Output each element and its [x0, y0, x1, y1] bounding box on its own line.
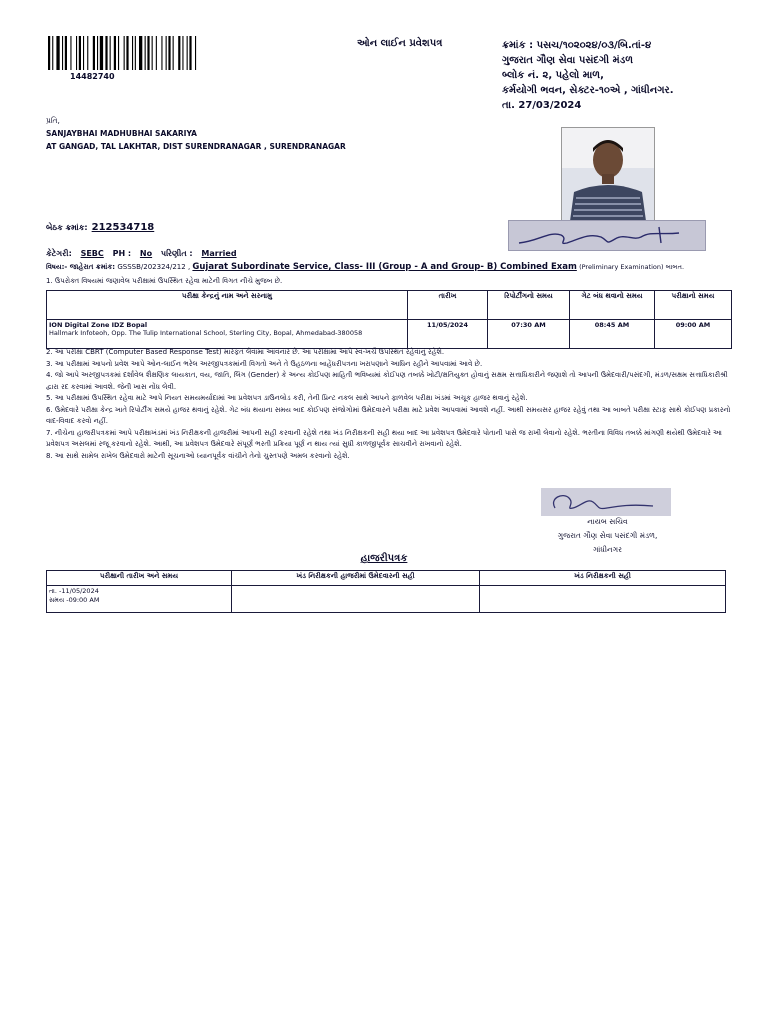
att-date: તા. -11/05/2024 — [49, 587, 99, 595]
candidate-signature — [508, 220, 706, 251]
header-gate-close: ગેટ બંધ થવાનો સમય — [570, 291, 655, 320]
instruction-5: 5. આ પરીક્ષામાં ઉપસ્થિત રહેવા માટે આપે નિયત સમયમર્યાદામાં આ પ્રવેશપત્ર ડાઉનલોડ કરી, તેની પ્રિન્ટ નકલ સાથે આપને ફાળવેલ પરીક્ષા ખંડમાં અચૂક હાજર થવાનું રહેશે. — [46, 394, 528, 402]
instruction-2: 2. આ પરીક્ષા CBRT (Computer Based Response Test) મારફત લેવામાં આવનાર છે. આ પરીક્ષામાં આપે સ્વ-ખર્ચે ઉપસ્થિત રહેવાનું રહેશે. — [46, 348, 445, 356]
barcode-number: 14482740 — [70, 72, 115, 81]
instruction-7: 7. નીચેના હાજરીપત્રકમાં આપે પરીક્ષાખંડમાં ખંડ નિરીક્ષકની હાજરીમાં આપની સહી કરવાની રહેશે તથા ખંડ નિરીક્ષકની સહી થયા બાદ આ પ્રવેશપત્ર ઉમેદવારે પોતાની પાસે જ રાખી લેવાનો રહેશે. ભરતીના વિવિધ તબક્કે માંગણી થયેથી ઉમેદવારે આ પ્રવેશપત્ર અસલમાં રજૂ કરવાનો રહેશે. આથી, આ પ્રવેશપત્ર ઉમેદવારે સંપૂર્ણ ભરતી પ્રક્રિયા પૂર્ણ ન થાય ત્યાં સુધી કાળજીપૂર્વક સાચવીને રાખવાનો રહેશે. — [46, 428, 722, 448]
seat-number — [46, 222, 154, 233]
header-exam-time: પરીક્ષાનો સમય — [655, 291, 732, 320]
candidate-sign-cell — [232, 586, 480, 613]
seat-value: 212534718 — [91, 222, 155, 233]
ph-value: No — [139, 249, 153, 258]
centre-address: Hallmark Infoteoh, Opp. The Tulip International School, Sterling City, Bopal, Ahmedabad-380058 — [49, 329, 363, 337]
header-reporting: રિપોર્ટીંગનો સમય — [488, 291, 570, 320]
office-address-1: બ્લોક નં. ૨, પહેલો માળ, — [502, 70, 604, 81]
note-1: 1. ઉપરોક્ત વિષયમાં જણાવેલ પરીક્ષામાં ઉપસ્થિત રહેવા માટેની વિગત નીચે મુજબ છે. — [46, 277, 283, 285]
table-row — [47, 320, 732, 349]
barcode — [48, 36, 244, 70]
subject-prefix: વિષય:- જાહેરાત ક્રમાંક: — [46, 263, 116, 271]
instructions — [46, 347, 736, 462]
supervisor-sign-cell — [480, 586, 726, 613]
instruction-4: 4. જો આપે અરજીપત્રકમાં દર્શાવેલ શૈક્ષણિક લાયકાત, વય, જાતિ, લિંગ (Gender) કે અન્ય કોઈપણ માહિતી ભવિષ્યમાં કોઈપણ તબક્કે ખોટી/ક્ષતિયુક્ત હોવાનું સક્ષમ સત્તાધિકારીને જણાશે તો આપની ઉમેદવારી/પસંદગી, મંડળ/સક્ષમ સત્તાધિકારીશ્રી દ્વારા રદ કરવામાં આવશે. જેની ખાસ નોંધ લેવી. — [46, 371, 728, 391]
office-name: ગુજરાત ગૌણ સેવા પસંદગી મંડળ — [502, 55, 633, 66]
exam-time: 09:00 AM — [655, 320, 732, 349]
advertisement-number: GSSSB/202324/212 , — [117, 263, 191, 271]
attendance-header-row — [47, 571, 726, 586]
category-line — [46, 249, 243, 259]
header-date: તારીખ — [408, 291, 488, 320]
issue-date: તા. 27/03/2024 — [502, 100, 582, 111]
header-centre: પરીક્ષા કેન્દ્રનું નામ અને સરનામુ — [47, 291, 408, 320]
att-header-date: પરીક્ષાની તારીખ અને સમય — [47, 571, 232, 586]
reporting-time: 07:30 AM — [488, 320, 570, 349]
instruction-3: 3. આ પરીક્ષામાં આપનો પ્રવેશ આપે ઓન-લાઈન ભરેલ અરજીપત્રકમાંની વિગતો અને તે ઉહઠળના બાહેંધરીપત્રના ખરાપણાને આધિન રહીને આપવામાં આવે છે. — [46, 359, 483, 368]
document-title: ઓન લાઈન પ્રવેશપત્ર — [357, 38, 443, 49]
seat-label: બેઠક ક્રમાંક: — [46, 223, 88, 232]
authority-designation: નાયબ સચિવ — [587, 517, 628, 526]
exam-date: 11/05/2024 — [408, 320, 488, 349]
gate-close-time: 08:45 AM — [570, 320, 655, 349]
exam-type: (Preliminary Examination) બાબત. — [579, 263, 685, 271]
office-header — [502, 38, 674, 113]
office-address-2: કર્મયોગી ભવન, સેક્ટર-૧૦એ , ગાંધીનગર. — [502, 85, 674, 96]
att-date-cell — [47, 586, 232, 613]
table-header-row — [47, 291, 732, 320]
instruction-6: 6. ઉમેદવારે પરીક્ષા કેન્દ્ર ખાતે રિપોર્ટીંગ સમયે હાજર થવાનું રહેશે. ગેટ બંધ થયાના સમય બાદ કોઈપણ સંજોગોમાં ઉમેદવારને પરીક્ષા માટે પ્રવેશ આપવામાં આવશે નહીં. આથી સમયસર હાજર રહેવું તથા આ બાબતે પરીક્ષા સ્ટાફ સાથે કોઈપણ પ્રકારનો વાદ-વિવાદ કરવો નહીં. — [46, 405, 731, 425]
att-header-candidate-sign: ખંડ નિરીક્ષકની હાજરીમાં ઉમેદવારની સહી — [232, 571, 480, 586]
subject-line — [46, 262, 684, 272]
attendance-title: હાજરીપત્રક — [360, 553, 408, 564]
attendance-table — [46, 570, 726, 613]
authority-signature — [541, 488, 671, 516]
candidate-photo — [561, 127, 655, 222]
authority-org: ગુજરાત ગૌણ સેવા પસંદગી મંડળ, — [557, 531, 658, 540]
centre-name: ION Digital Zone IDZ Bopal — [49, 321, 148, 329]
category-label: કેટેગરી: — [46, 249, 72, 258]
instruction-8: 8. આ સાથે સામેલ રાખેલ ઉમેદવારો માટેની સૂચનાઓ ધ્યાનપૂર્વક વાંચીને તેનો ચુસ્તપણે અમલ કરવાનો રહેશે. — [46, 451, 350, 460]
attendance-row — [47, 586, 726, 613]
recipient-name: SANJAYBHAI MADHUBHAI SAKARIYA — [46, 129, 197, 138]
att-time: સમય -09:00 AM — [49, 596, 100, 604]
ph-label: PH : — [112, 249, 132, 258]
exam-name: Gujarat Subordinate Service, Class- III (Group - A and Group- B) Combined Exam — [192, 262, 577, 272]
marital-label: પરિણીત : — [160, 249, 193, 258]
exam-schedule-table — [46, 290, 732, 349]
att-header-supervisor-sign: ખંડ નિરીક્ષકની સહી — [480, 571, 726, 586]
marital-value: Married — [201, 249, 237, 258]
authority-city: ગાંધીનગર — [593, 545, 622, 554]
recipient-address: AT GANGAD, TAL LAKHTAR, DIST SURENDRANAGAR , SURENDRANAGAR — [46, 142, 346, 151]
centre-cell — [47, 320, 408, 349]
authority-block — [520, 515, 695, 557]
recipient-block — [46, 114, 346, 153]
reference-number: ક્રમાંક : પસચ/૧૦૨૦૨૪/૦૩/બિ.તાં-૪ — [502, 40, 652, 51]
category-value: SEBC — [80, 249, 104, 258]
recipient-prefix: પ્રતિ, — [46, 116, 60, 125]
